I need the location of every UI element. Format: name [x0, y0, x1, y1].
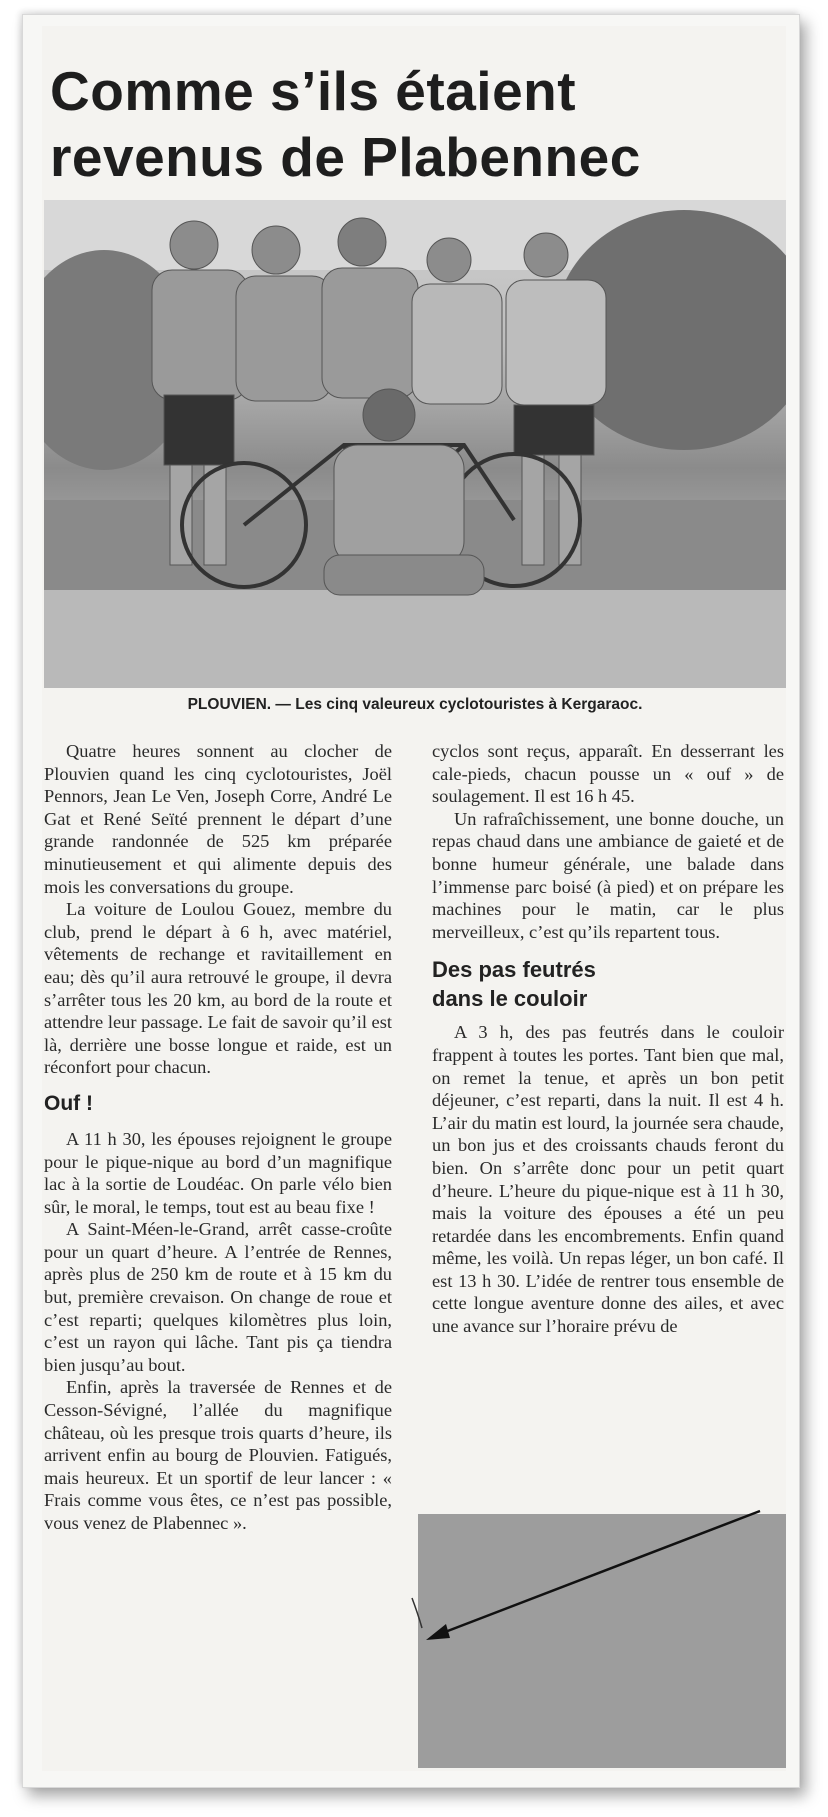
photo-illustration — [44, 200, 786, 688]
paragraph: A 3 h, des pas feutrés dans le couloir frappent à toutes les portes. Tant bien que mal, on remet la tenue, et après un bon petit déjeuner, c’est reparti, dans la nuit. Il est 4 h. L’air du matin est lourd, la journée sera chaude, un bon jus et des croissants chauds feront du bien. On s’arrête donc pour un petit quart d’heure. L’heure du pique-nique est à 11 h 30, mais la voiture des épouses a été un peu retardée dans les encombrements. Enfin quand même, les voilà. Un repas léger, un bon café. Il est 13 h 30. L’idée de rentrer tous ensemble de cette longue aventure donne des ailes, et avec une avance sur l’horaire prévu de — [432, 1022, 784, 1337]
redacted-block — [418, 1514, 786, 1768]
paragraph: cyclos sont reçus, apparaît. En desserrant les cale-pieds, chacun pousse un « ouf » de soulagement. Il est 16 h 45. — [432, 741, 784, 807]
subheading-pas-feutres — [432, 955, 784, 1013]
paragraph: La voiture de Loulou Gouez, membre du club, prend le départ à 6 h, avec matériel, vêtements de rechange et ravitaillement en eau; dès qu’il aura retrouvé le groupe, il devra s’arrêter tous les 20 km, au bord de la route et attendre leur passage. Le fait de savoir qu’il est là, derrière une bosse longue et raide, est un réconfort pour chacun. — [44, 899, 392, 1078]
article-column-2 — [432, 740, 784, 1338]
paragraph: Quatre heures sonnent au clocher de Plouvien quand les cinq cyclotouristes, Joël Pennors, Jean Le Ven, Joseph Corre, André Le Gat et René Seïté prennent le départ d’une grande randonnée de 525 km préparée minutieusement et qui alimente depuis des mois les conversations du groupe. — [44, 741, 392, 897]
paragraph: Un rafraîchissement, une bonne douche, un repas chaud dans une ambiance de gaieté et de bonne humeur générale, une balade dans l’immense parc boisé (à pied) et on prépare les machines pour le matin, car le plus merveilleux, c’est qu’ils repartent tous. — [432, 808, 784, 942]
headline-line-2: revenus de Plabennec — [50, 126, 641, 188]
paragraph: Enfin, après la traversée de Rennes et de Cesson-Sévigné, l’allée du magnifique château, où les presque trois quarts d’heure, ils arrivent enfin au bourg de Plouvien. Fatigués, mais heureux. Et un sportif de leur lancer : « Frais comme vous êtes, ce n’est pas possible, vous venez de Plabennec ». — [44, 1377, 392, 1533]
headline-line-1: Comme s’ils étaient — [50, 60, 577, 122]
article-column-1 — [44, 740, 392, 1535]
group-photo — [44, 200, 786, 688]
paragraph: A 11 h 30, les épouses rejoignent le groupe pour le pique-nique au bord d’un magnifique lac à la sortie de Loudéac. On parle vélo bien sûr, le moral, le temps, tout est au beau fixe ! — [44, 1128, 392, 1217]
paragraph: A Saint-Méen-le-Grand, arrêt casse-croûte pour un quart d’heure. A l’entrée de Rennes, après plus de 250 km de route et à 15 km du but, première crevaison. On change de roue et c’est reparti; quelques kilomètres plus loin, c’est un rayon qui lâche. Tant pis ça tiendra bien jusqu’au bout. — [44, 1219, 392, 1375]
photo-caption: PLOUVIEN. — Les cinq valeureux cyclotouristes à Kergaraoc. — [187, 696, 643, 713]
subheading-line-2: dans le couloir — [432, 986, 588, 1012]
subheading-ouf: Ouf ! — [44, 1091, 93, 1115]
headline — [50, 58, 780, 190]
subheading-line-1: Des pas feutrés — [432, 957, 596, 983]
